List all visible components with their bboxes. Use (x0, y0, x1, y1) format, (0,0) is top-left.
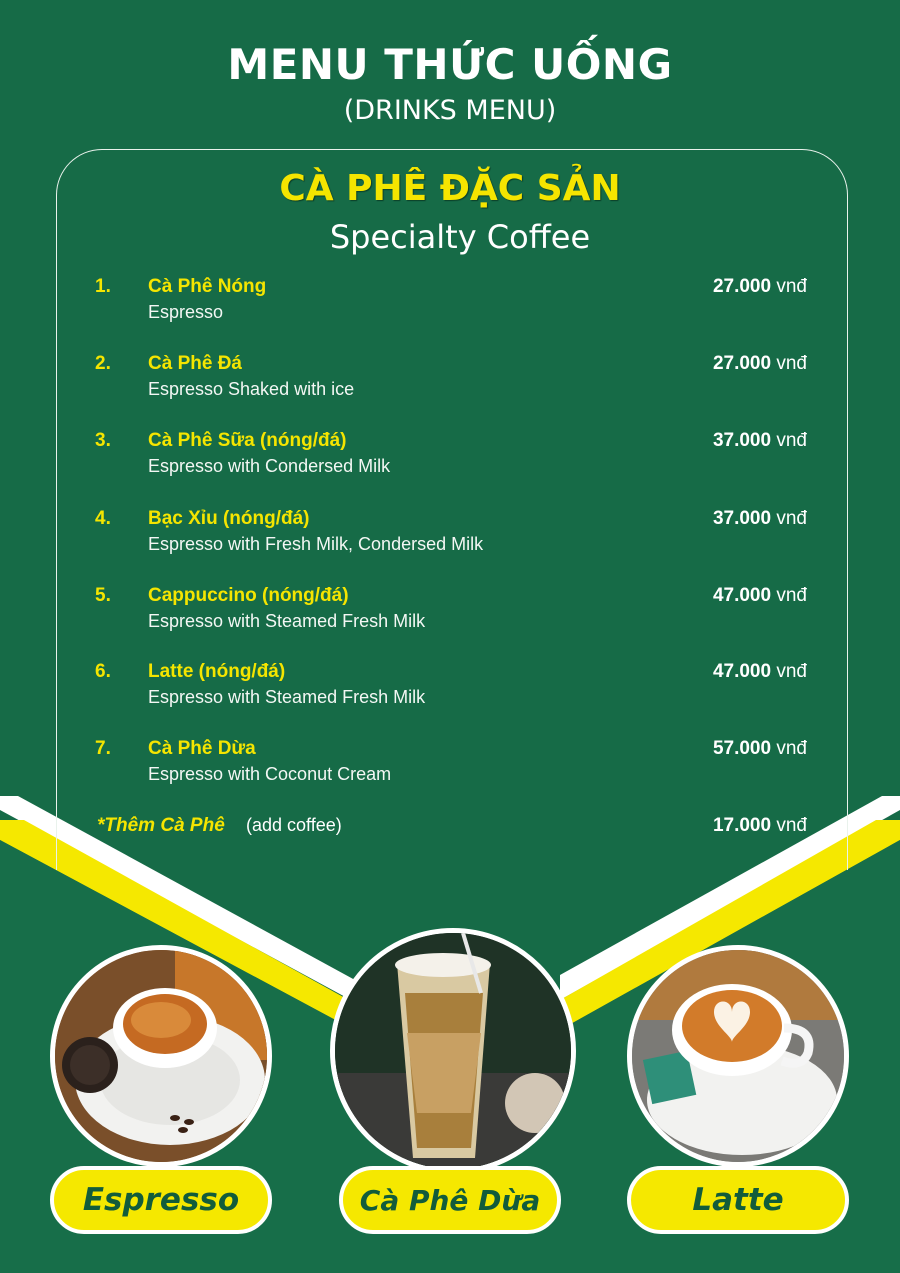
item-price: 27.000 vnđ (712, 353, 807, 374)
extra-price: 17.000 vnđ (712, 815, 807, 836)
item-name: Cà Phê Nóng (148, 276, 267, 297)
latte-photo (627, 945, 849, 1167)
page-title: MENU THỨC UỐNG (227, 40, 673, 89)
item-name: Cà Phê Dừa (148, 738, 256, 759)
section-subtitle: Specialty Coffee (329, 218, 591, 256)
menu-item (0, 661, 900, 721)
extra-name: *Thêm Cà Phê (97, 815, 225, 836)
latte-label: Latte (627, 1166, 849, 1234)
item-price: 47.000 vnđ (712, 661, 807, 682)
menu-item (0, 430, 900, 490)
item-name: Cà Phê Đá (148, 353, 242, 374)
item-description: Espresso (148, 302, 224, 322)
menu-item (0, 508, 900, 568)
item-number: 7. (95, 738, 111, 759)
extra-note: (add coffee) (246, 815, 342, 835)
section-title: CÀ PHÊ ĐẶC SẢN (279, 168, 621, 209)
item-number: 2. (95, 353, 111, 374)
coconut-coffee-photo (330, 928, 576, 1174)
item-number: 6. (95, 661, 111, 682)
item-number: 5. (95, 585, 111, 606)
item-description: Espresso Shaked with ice (148, 379, 355, 399)
item-description: Espresso with Coconut Cream (148, 764, 392, 784)
item-description: Espresso with Condersed Milk (148, 456, 391, 476)
item-price: 47.000 vnđ (712, 585, 807, 606)
item-name: Cappuccino (nóng/đá) (148, 585, 349, 606)
espresso-photo (50, 945, 272, 1167)
item-name: Bạc Xỉu (nóng/đá) (148, 508, 310, 529)
item-price: 37.000 vnđ (712, 430, 807, 451)
item-price: 27.000 vnđ (712, 276, 807, 297)
item-name: Latte (nóng/đá) (148, 661, 286, 682)
item-description: Espresso with Fresh Milk, Condersed Milk (148, 534, 484, 554)
page-subtitle: (DRINKS MENU) (343, 95, 557, 126)
iced-glass-icon (335, 933, 571, 1169)
menu-item (0, 353, 900, 413)
item-number: 1. (95, 276, 111, 297)
item-description: Espresso with Steamed Fresh Milk (148, 611, 426, 631)
espresso-cup-icon (55, 950, 267, 1162)
item-number: 3. (95, 430, 111, 451)
item-name: Cà Phê Sữa (nóng/đá) (148, 430, 347, 451)
item-description: Espresso with Steamed Fresh Milk (148, 687, 426, 707)
extra-coffee-row (0, 815, 900, 845)
item-price: 37.000 vnđ (712, 508, 807, 529)
menu-item (0, 585, 900, 645)
latte-cup-icon (632, 950, 844, 1162)
item-price: 57.000 vnđ (712, 738, 807, 759)
menu-item (0, 276, 900, 336)
espresso-label: Espresso (50, 1166, 272, 1234)
item-number: 4. (95, 508, 111, 529)
coconut-coffee-label: Cà Phê Dừa (339, 1166, 561, 1234)
menu-item (0, 738, 900, 798)
